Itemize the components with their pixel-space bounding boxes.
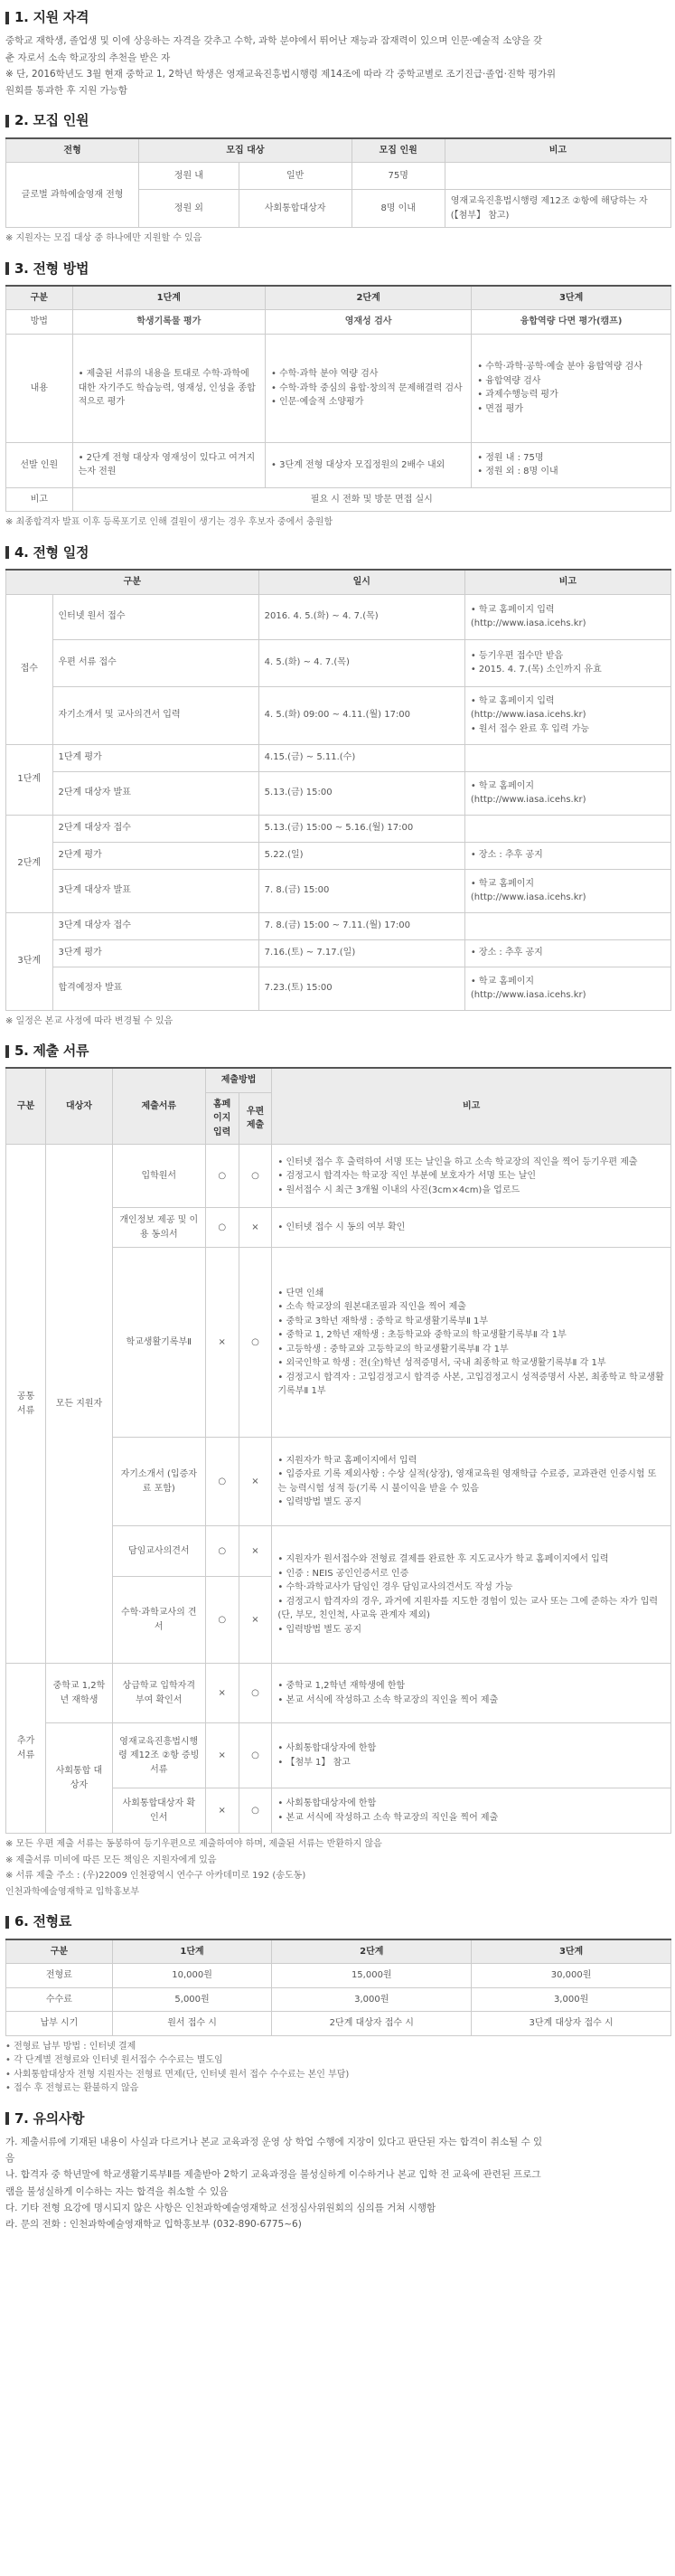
fees-table xyxy=(5,1939,671,2036)
mark: × xyxy=(239,1208,272,1248)
cell: 원서 접수 시 xyxy=(112,2012,272,2036)
row-label: 비고 xyxy=(6,487,73,512)
col-header: 구분 xyxy=(6,1068,46,1145)
cell: 8명 이내 xyxy=(352,190,445,228)
col-header: 구분 xyxy=(6,1939,113,1964)
doc-name: 사회통합대상자 확인서 xyxy=(112,1788,205,1834)
col-header: 제출서류 xyxy=(112,1068,205,1145)
title-bar xyxy=(5,1916,9,1929)
title-bar xyxy=(5,2112,9,2125)
doc-name: 영재교육진흥법시행령 제12조 ②항 증빙서류 xyxy=(112,1723,205,1788)
col-header: 2단계 xyxy=(266,286,472,310)
section-title: 6. 전형료 xyxy=(5,1911,671,1932)
col-header: 모집 대상 xyxy=(139,138,352,163)
cell: 필요 시 전화 및 방문 면접 실시 xyxy=(72,487,670,512)
col-header: 구분 xyxy=(6,286,73,310)
cell: 우편 서류 접수 xyxy=(52,639,258,686)
cell xyxy=(445,163,670,190)
group-label: 2단계 xyxy=(6,815,53,912)
mark: ○ xyxy=(239,1664,272,1723)
cell: 30,000원 xyxy=(472,1964,671,1988)
cell: 정원 외 xyxy=(139,190,239,228)
section-title: 2. 모집 인원 xyxy=(5,110,671,131)
cell: 4. 5.(화) 09:00 ~ 4.11.(월) 17:00 xyxy=(258,686,464,744)
caution-item: 나. 합격자 중 학년말에 학교생활기록부Ⅱ를 제출받아 2학기 교육과정을 불성실하게 이수하거나 본교 입학 전 교육에 관련된 프로그 xyxy=(5,2169,541,2181)
cell: 3단계 대상자 발표 xyxy=(52,869,258,912)
documents-note: ※ 제출서류 미비에 따른 모든 책임은 지원자에게 있음 xyxy=(5,1854,217,1865)
mark: × xyxy=(239,1526,272,1577)
eligibility-note: ※ 단, 2016학년도 3월 현재 중학교 1, 2학년 학생은 영재교육진흥법시행령 제14조에 따라 각 중학교별로 조기진급·졸업·진학 평가위 xyxy=(5,68,557,80)
group-label: 1단계 xyxy=(6,744,53,815)
section-documents xyxy=(5,1041,671,1899)
cell: 5,000원 xyxy=(112,1987,272,2012)
cell: 영재성 검사 xyxy=(266,310,472,335)
mark: ○ xyxy=(205,1208,239,1248)
cell: 사회통합대상자 xyxy=(239,190,352,228)
cell: • 인터넷 접수 시 동의 여부 확인 xyxy=(272,1208,671,1248)
cell: • 사회통합대상자에 한함 • 본교 서식에 작성하고 소속 학교장의 직인을 찍어 제출 xyxy=(272,1788,671,1834)
cell: • 정원 내 : 75명 • 정원 외 : 8명 이내 xyxy=(472,442,671,487)
cell: 2단계 평가 xyxy=(52,842,258,869)
section-quota xyxy=(5,110,671,245)
title-bar xyxy=(5,1045,9,1058)
col-header: 3단계 xyxy=(472,1939,671,1964)
cell: 합격예정자 발표 xyxy=(52,967,258,1010)
cell: • 제출된 서류의 내용을 토대로 수학·과학에 대한 자기주도 학습능력, 영재성, 인성을 종합적으로 평가 xyxy=(72,334,265,442)
col-header: 전형 xyxy=(6,138,139,163)
cell: • 지원자가 원서접수와 전형료 결제를 완료한 후 지도교사가 학교 홈페이지에서 입력 • 인증 : NEIS 공인인증서로 인증 • 수학·과학교사가 담임인 경우 담임교사의견서도 작성 가능 • 검정고시 합격자의 경우, 과거에 지원자를 지도한 경험이 있는 교사 또는 그에 준하는 자가 입력(단, 부모, 친인척, 사교육 관계자 제외) • 입력방법 별도 공지 xyxy=(272,1526,671,1664)
documents-note: ※ 모든 우편 제출 서류는 동봉하여 등기우편으로 제출하여야 하며, 제출된 서류는 반환하지 않음 xyxy=(5,1839,382,1850)
col-header: 모집 인원 xyxy=(352,138,445,163)
track-name: 글로벌 과학예술영재 전형 xyxy=(6,163,139,228)
cell: 7.23.(토) 15:00 xyxy=(258,967,464,1010)
row-label: 선발 인원 xyxy=(6,442,73,487)
documents-note: 인천과학예술영재학교 입학홍보부 xyxy=(5,1886,140,1897)
fees-notes: • 전형료 납부 방법 : 인터넷 결제 • 각 단계별 전형료와 인터넷 원서접수 수수료는 별도임 • 사회통합대상자 전형 지원자는 전형료 면제(단, 인터넷 원서 접수 수수료는 본인 부담) • 접수 후 전형료는 환불하지 않음 xyxy=(5,2040,671,2096)
cell: • 3단계 전형 대상자 모집정원의 2배수 내외 xyxy=(266,442,472,487)
col-header: 3단계 xyxy=(472,286,671,310)
cell: • 장소 : 추후 공지 xyxy=(464,842,670,869)
mark: × xyxy=(205,1723,239,1788)
section-title: 4. 전형 일정 xyxy=(5,543,671,563)
col-header: 비고 xyxy=(445,138,670,163)
section-method xyxy=(5,259,671,530)
section-cautions xyxy=(5,2109,671,2232)
cell xyxy=(464,815,670,842)
col-header: 일시 xyxy=(258,570,464,594)
cell xyxy=(464,912,670,939)
cell: 2016. 4. 5.(화) ~ 4. 7.(목) xyxy=(258,594,464,639)
mark: × xyxy=(239,1438,272,1526)
col-header: 1단계 xyxy=(72,286,265,310)
cell: • 학교 홈페이지 (http://www.iasa.icehs.kr) xyxy=(464,771,670,815)
col-header: 우편 제출 xyxy=(239,1092,272,1145)
group-label: 공통 서류 xyxy=(6,1145,46,1664)
cell: 5.13.(금) 15:00 ~ 5.16.(월) 17:00 xyxy=(258,815,464,842)
section-title: 5. 제출 서류 xyxy=(5,1041,671,1062)
row-label: 수수료 xyxy=(6,1987,113,2012)
cell: 3단계 대상자 접수 xyxy=(52,912,258,939)
quota-table xyxy=(5,137,671,229)
cell: 3단계 평가 xyxy=(52,939,258,967)
cell: 일반 xyxy=(239,163,352,190)
eligibility-note: 원회를 통과한 후 지원 가능함 xyxy=(5,85,128,97)
cell: • 사회통합대상자에 한함 • 【첨부 1】 참고 xyxy=(272,1723,671,1788)
target-label: 모든 지원자 xyxy=(46,1145,113,1664)
section-title: 1. 지원 자격 xyxy=(5,7,671,28)
cell: 학생기록물 평가 xyxy=(72,310,265,335)
cell: 정원 내 xyxy=(139,163,239,190)
col-header: 구분 xyxy=(6,570,259,594)
section-title: 7. 유의사항 xyxy=(5,2109,671,2129)
mark: ○ xyxy=(205,1526,239,1577)
cell: 4.15.(금) ~ 5.11.(수) xyxy=(258,744,464,771)
mark: ○ xyxy=(205,1577,239,1664)
caution-item: 라. 문의 전화 : 인천과학예술영재학교 입학홍보부 (032-890-6775~6) xyxy=(5,2219,302,2231)
documents-note: ※ 서류 제출 주소 : (우)22009 인천광역시 연수구 아카데미로 192 (송도동) xyxy=(5,1871,306,1882)
target-label: 중학교 1,2학년 재학생 xyxy=(46,1664,113,1723)
section-title: 3. 전형 방법 xyxy=(5,259,671,279)
section-fees xyxy=(5,1911,671,2095)
mark: × xyxy=(205,1248,239,1438)
documents-table xyxy=(5,1067,671,1834)
cell: • 단면 인쇄 • 소속 학교장의 원본대조필과 직인을 찍어 제출 • 중학교 3학년 재학생 : 중학교 학교생활기록부Ⅱ 1부 • 중학교 1, 2학년 재학생 : 초등학교와 중학교의 학교생활기록부Ⅱ 각 1부 • 고등학생 : 중학교와 고등학교의 학교생활기록부Ⅱ 각 1부 • 외국인학교 학생 : 전(全)학년 성적증명서, 국내 최종학교 학교생활기록부Ⅱ 각 1부 • 검정고시 합격자 : 고입검정고시 합격증 사본, 고입검정고시 성적증명서 사본, 최종학교 학교생활기록부Ⅱ 1부 xyxy=(272,1248,671,1438)
cell: • 2단계 전형 대상자 영재성이 있다고 여겨지는자 전원 xyxy=(72,442,265,487)
cell: 3단계 대상자 접수 시 xyxy=(472,2012,671,2036)
schedule-table xyxy=(5,569,671,1011)
mark: × xyxy=(239,1577,272,1664)
cell: 3,000원 xyxy=(472,1987,671,2012)
group-label: 3단계 xyxy=(6,912,53,1010)
col-header: 비고 xyxy=(464,570,670,594)
mark: ○ xyxy=(239,1723,272,1788)
cell: 인터넷 원서 접수 xyxy=(52,594,258,639)
mark: ○ xyxy=(239,1788,272,1834)
cell: • 중학교 1,2학년 재학생에 한함 • 본교 서식에 작성하고 소속 학교장의 직인을 찍어 제출 xyxy=(272,1664,671,1723)
cell: 영재교육진흥법시행령 제12조 ②항에 해당하는 자 (【첨부】 참고) xyxy=(445,190,670,228)
quota-note: ※ 지원자는 모집 대상 중 하나에만 지원할 수 있음 xyxy=(5,233,202,244)
cell: • 수학·과학·공학·예술 분야 융합역량 검사 • 융합역량 검사 • 과제수행능력 평가 • 면접 평가 xyxy=(472,334,671,442)
title-bar xyxy=(5,262,9,275)
cell: 15,000원 xyxy=(272,1964,472,1988)
method-table xyxy=(5,285,671,513)
mark: ○ xyxy=(205,1438,239,1526)
group-label: 접수 xyxy=(6,594,53,744)
col-header: 비고 xyxy=(272,1068,671,1145)
schedule-note: ※ 일정은 본교 사정에 따라 변경될 수 있음 xyxy=(5,1015,173,1026)
doc-name: 상급학교 입학자격 부여 확인서 xyxy=(112,1664,205,1723)
caution-item: 음 xyxy=(5,2153,15,2165)
eligibility-text: 중학교 재학생, 졸업생 및 이에 상응하는 자격을 갖추고 수학, 과학 분야에서 뛰어난 재능과 잠재력이 있으며 인문·예술적 소양을 갖 xyxy=(5,35,543,47)
method-note: ※ 최종합격자 발표 이후 등록포기로 인해 결원이 생기는 경우 후보자 중에서 충원함 xyxy=(5,517,333,528)
cell: 4. 5.(화) ~ 4. 7.(목) xyxy=(258,639,464,686)
cell: • 학교 홈페이지 입력 (http://www.iasa.icehs.kr) xyxy=(464,594,670,639)
cell: 5.13.(금) 15:00 xyxy=(258,771,464,815)
cell: 10,000원 xyxy=(112,1964,272,1988)
doc-name: 수학·과학교사의 견서 xyxy=(112,1577,205,1664)
title-bar xyxy=(5,115,9,127)
cell: 7. 8.(금) 15:00 xyxy=(258,869,464,912)
cell: • 인터넷 접수 후 출력하여 서명 또는 날인을 하고 소속 학교장의 직인을 찍어 등기우편 제출 • 검정고시 합격자는 학교장 직인 부분에 보호자가 서명 또는 날인 • 원서접수 시 최근 3개월 이내의 사진(3cm×4cm)을 업로드 xyxy=(272,1145,671,1208)
doc-name: 입학원서 xyxy=(112,1145,205,1208)
group-label: 추가 서류 xyxy=(6,1664,46,1834)
eligibility-text: 춘 자로서 소속 학교장의 추천을 받은 자 xyxy=(5,52,171,63)
cell: • 수학·과학 분야 역량 검사 • 수학·과학 중심의 융합·창의적 문제해결력 검사 • 인문·예술적 소양평가 xyxy=(266,334,472,442)
cell: 2단계 대상자 접수 xyxy=(52,815,258,842)
mark: × xyxy=(205,1664,239,1723)
cell: 융합역량 다면 평가(캠프) xyxy=(472,310,671,335)
cell: 자기소개서 및 교사의견서 입력 xyxy=(52,686,258,744)
col-header: 2단계 xyxy=(272,1939,472,1964)
caution-item: 다. 기타 전형 요강에 명시되지 않은 사항은 인천과학예술영재학교 선정심사위원회의 심의를 거쳐 시행함 xyxy=(5,2202,436,2213)
cell xyxy=(464,744,670,771)
doc-name: 개인정보 제공 및 이용 동의서 xyxy=(112,1208,205,1248)
col-header: 홈페이지 입력 xyxy=(205,1092,239,1145)
cell: 2단계 대상자 접수 시 xyxy=(272,2012,472,2036)
col-header: 대상자 xyxy=(46,1068,113,1145)
cell: 5.22.(일) xyxy=(258,842,464,869)
section-schedule xyxy=(5,543,671,1028)
col-header: 제출방법 xyxy=(205,1068,272,1092)
doc-name: 담임교사의견서 xyxy=(112,1526,205,1577)
mark: ○ xyxy=(239,1145,272,1208)
cell: • 학교 홈페이지 (http://www.iasa.icehs.kr) xyxy=(464,869,670,912)
row-label: 방법 xyxy=(6,310,73,335)
cell: • 학교 홈페이지 (http://www.iasa.icehs.kr) xyxy=(464,967,670,1010)
caution-item: 가. 제출서류에 기재된 내용이 사실과 다르거나 본교 교육과정 운영 상 학업 수행에 지장이 있다고 판단된 자는 합격이 취소될 수 있 xyxy=(5,2136,543,2147)
cell: • 지원자가 학교 홈페이지에서 입력 • 입증자료 기록 제외사항 : 수상 실적(상장), 영재교육원 영재학급 수료증, 교과관련 인증시험 또는 능력시험 성적 등(기록 시 불이익을 받을 수 있음 • 입력방법 별도 공지 xyxy=(272,1438,671,1526)
row-label: 내용 xyxy=(6,334,73,442)
mark: ○ xyxy=(205,1145,239,1208)
row-label: 납부 시기 xyxy=(6,2012,113,2036)
doc-name: 자기소개서 (입증자료 포함) xyxy=(112,1438,205,1526)
title-bar xyxy=(5,546,9,559)
title-bar xyxy=(5,12,9,24)
cell: 75명 xyxy=(352,163,445,190)
cell: 1단계 평가 xyxy=(52,744,258,771)
cell: • 장소 : 추후 공지 xyxy=(464,939,670,967)
doc-name: 학교생활기록부Ⅱ xyxy=(112,1248,205,1438)
cell: 7. 8.(금) 15:00 ~ 7.11.(월) 17:00 xyxy=(258,912,464,939)
cell: • 등기우편 접수만 받음 • 2015. 4. 7.(목) 소인까지 유효 xyxy=(464,639,670,686)
section-eligibility xyxy=(5,7,671,98)
cell: 3,000원 xyxy=(272,1987,472,2012)
target-label: 사회통합 대상자 xyxy=(46,1723,113,1834)
caution-item: 램을 불성실하게 이수하는 자는 합격을 취소할 수 있음 xyxy=(5,2185,229,2197)
mark: ○ xyxy=(239,1248,272,1438)
cell: 7.16.(토) ~ 7.17.(일) xyxy=(258,939,464,967)
row-label: 전형료 xyxy=(6,1964,113,1988)
cell: • 학교 홈페이지 입력 (http://www.iasa.icehs.kr) • 원서 접수 완료 후 입력 가능 xyxy=(464,686,670,744)
col-header: 1단계 xyxy=(112,1939,272,1964)
cell: 2단계 대상자 발표 xyxy=(52,771,258,815)
mark: × xyxy=(205,1788,239,1834)
